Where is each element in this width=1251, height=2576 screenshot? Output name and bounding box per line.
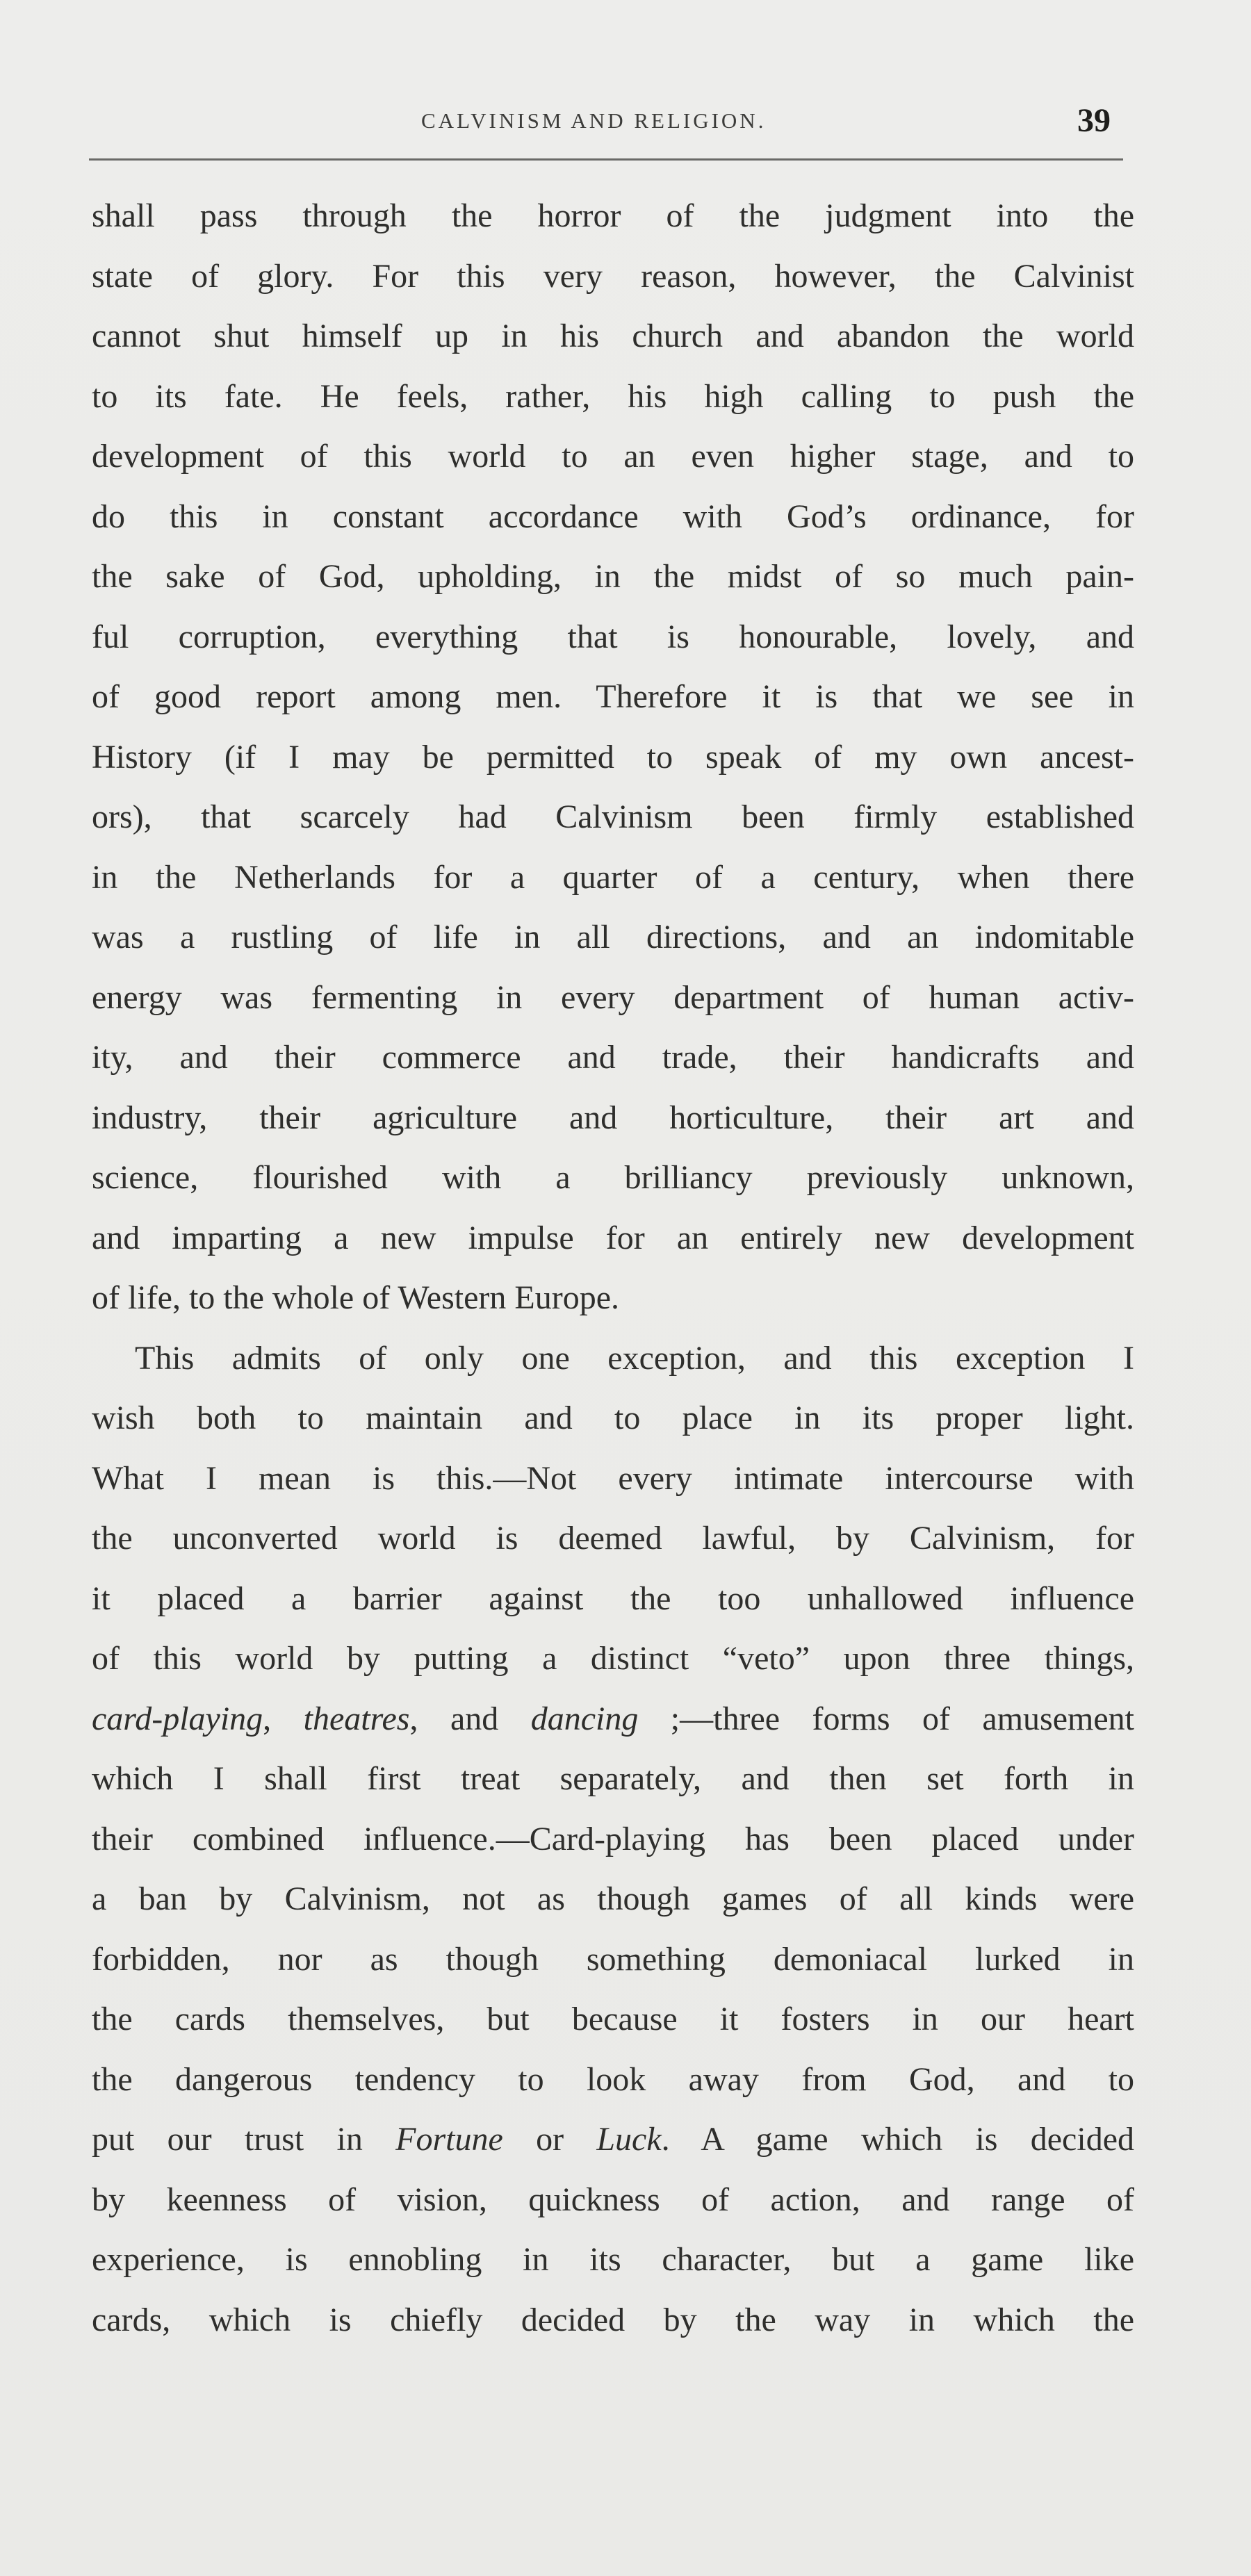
text-line-italics — [92, 1689, 1134, 1750]
text-line: cards, which is chiefly decided by the way in which the — [92, 2301, 1134, 2338]
paragraph-first-line: This admits of only one exception, and this exception I — [135, 1339, 1134, 1377]
text-line: and imparting a new impulse for an entirely new development — [92, 1219, 1134, 1256]
text-line: development of this world to an even higher stage, and to — [92, 438, 1134, 475]
italic-card-playing: card-playing — [92, 1700, 263, 1737]
text-line: forbidden, nor as though something demoniacal lurked in — [92, 1940, 1134, 1978]
text-line: of good report among men. Therefore it is that we see in — [92, 678, 1134, 715]
text-fragment: , — [263, 1700, 304, 1737]
italic-dancing: dancing — [530, 1700, 639, 1737]
text-line: energy was fermenting in every department of human activ- — [92, 978, 1134, 1016]
text-line-italics — [92, 2110, 1134, 2170]
text-line: of this world by putting a distinct “veto” upon three things, — [92, 1640, 1134, 1677]
text-line: a ban by Calvinism, not as though games of all kinds were — [92, 1880, 1134, 1917]
text-fragment: ;—three forms of amusement — [638, 1700, 1134, 1737]
text-line: in the Netherlands for a quarter of a century, when there — [92, 858, 1134, 896]
text-line: it placed a barrier against the too unhallowed influence — [92, 1580, 1134, 1617]
text-line: do this in constant accordance with God’s ordinance, for — [92, 498, 1134, 535]
text-line: cannot shut himself up in his church and abandon the world — [92, 318, 1134, 354]
text-line: industry, their agriculture and horticulture, their art and — [92, 1099, 1134, 1136]
text-line: science, flourished with a brilliancy previously unknown, — [92, 1159, 1134, 1196]
text-line: ity, and their commerce and trade, their handicrafts and — [92, 1039, 1134, 1076]
text-line: History (if I may be permitted to speak of my own ancest- — [92, 738, 1134, 776]
text-line: their combined influence.—Card-playing has been placed under — [92, 1820, 1134, 1857]
text-line: which I shall first treat separately, and then set forth in — [92, 1760, 1134, 1797]
page-header — [89, 101, 1123, 157]
text-line: the cards themselves, but because it fosters in our heart — [92, 2001, 1134, 2037]
text-line: the sake of God, upholding, in the midst of so much pain- — [92, 558, 1134, 595]
italic-luck: Luck — [596, 2121, 662, 2158]
text-fragment: . A game which is decided — [661, 2121, 1134, 2158]
text-line: was a rustling of life in all directions, and an indomitable — [92, 919, 1134, 955]
text-line: What I mean is this.—Not every intimate intercourse with — [92, 1459, 1134, 1497]
text-line: wish both to maintain and to place in its proper light. — [92, 1400, 1134, 1436]
header-rule — [89, 158, 1123, 161]
text-line: ors), that scarcely had Calvinism been firmly established — [92, 798, 1134, 835]
body-text — [92, 186, 1134, 2350]
italic-fortune: Fortune — [395, 2121, 503, 2158]
text-line: the dangerous tendency to look away from God, and to — [92, 2060, 1134, 2098]
page-number: 39 — [1077, 102, 1111, 139]
text-fragment: or — [502, 2121, 597, 2158]
text-line: by keenness of vision, quickness of action, and range of — [92, 2181, 1134, 2218]
text-line: state of glory. For this very reason, however, the Calvinist — [92, 257, 1134, 295]
text-fragment: , and — [409, 1700, 531, 1737]
text-line: experience, is ennobling in its character, but a game like — [92, 2241, 1134, 2278]
text-line: shall pass through the horror of the judgment into the — [92, 197, 1134, 234]
text-line: the unconverted world is deemed lawful, by Calvinism, for — [92, 1520, 1134, 1557]
running-head: CALVINISM AND RELIGION. — [421, 108, 767, 133]
paragraph-end-line: of life, to the whole of Western Europe. — [92, 1279, 620, 1316]
text-line: to its fate. He feels, rather, his high calling to push the — [92, 377, 1134, 415]
italic-theatres: theatres — [303, 1700, 410, 1737]
text-line: ful corruption, everything that is honourable, lovely, and — [92, 618, 1134, 655]
text-fragment: put our trust in — [92, 2121, 396, 2158]
